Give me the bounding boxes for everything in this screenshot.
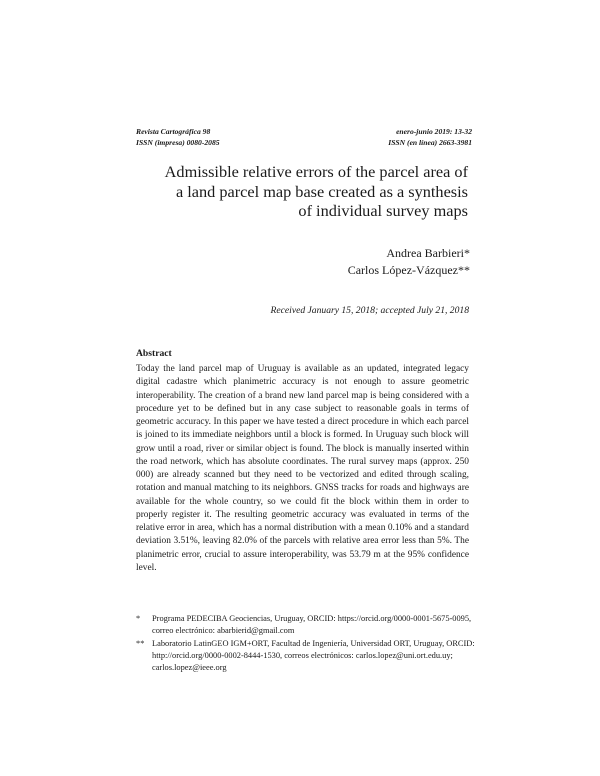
footnotes (136, 613, 476, 674)
issn-online: ISSN (en línea) 2663-3981 (388, 138, 472, 147)
abstract-body: Today the land parcel map of Uruguay is available as an updated, integrated legacy digital cadastre which planimetric accuracy is not enough to assure geometric interoperability. The creation of a brand new land parcel map is being considered with a procedure yet to be defined but in any case subject to reasonable goals in terms of geometric accuracy. In this paper we have tested a direct procedure in which each parcel is joined to its immediate neighbors until a block is formed. In Uruguay such block will grow until a road, river or similar object is found. The block is manually inserted within the road network, which has absolute coordinates. The rural survey maps (approx. 250 000) are already scanned but they need to be vectorized and edited through scaling, rotation and manual matching to its neighbors. GNSS tracks for roads and highways are available for the whole country, so we could fit the block within them in order to properly register it. The resulting geometric accuracy was evaluated in terms of the relative error in area, which has a normal distribution with a mean 0.10% and a standard deviation 3.51%, leaving 82.0% of the parcels with relative area error less than 5%. The planimetric error, crucial to assure interoperability, was 53.79 m at the 95% confidence level. (136, 364, 469, 573)
paper-title: Admissible relative errors of the parcel area of a land parcel map base created as a synthesis of individual survey maps (164, 162, 468, 220)
footnote-text: Programa PEDECIBA Geociencias, Uruguay, ORCID: https://orcid.org/0000-0001-5675-0095, correo electrónico: abarbierid@gmail.com (152, 614, 472, 636)
journal-header-left (136, 126, 220, 148)
journal-header-right (388, 126, 472, 148)
author-1: Andrea Barbieri* (386, 246, 470, 260)
footnote-mark: ** (136, 638, 145, 648)
author-list (348, 245, 470, 279)
author-2: Carlos López-Vázquez** (347, 263, 470, 277)
abstract-heading: Abstract (136, 348, 172, 359)
issue-range: enero-junio 2019: 13-32 (396, 127, 472, 136)
issn-print: ISSN (impresa) 0080-2085 (136, 138, 220, 147)
received-dates: Received January 15, 2018; accepted July 21, 2018 (270, 305, 469, 316)
footnote-mark: * (136, 614, 141, 623)
footnote-2 (136, 638, 476, 675)
footnote-text: Laboratorio LatinGEO IGM+ORT, Facultad de Ingeniería, Universidad ORT, Uruguay, ORCID: http://orcid.org/0000-0002-8444-1530, correos electrónicos: carlos.lopez@uni.ort.edu.uy; carlos.lopez@ieee.org (152, 638, 475, 673)
journal-name: Revista Cartográfica 98 (136, 127, 211, 136)
footnote-1 (136, 613, 476, 638)
